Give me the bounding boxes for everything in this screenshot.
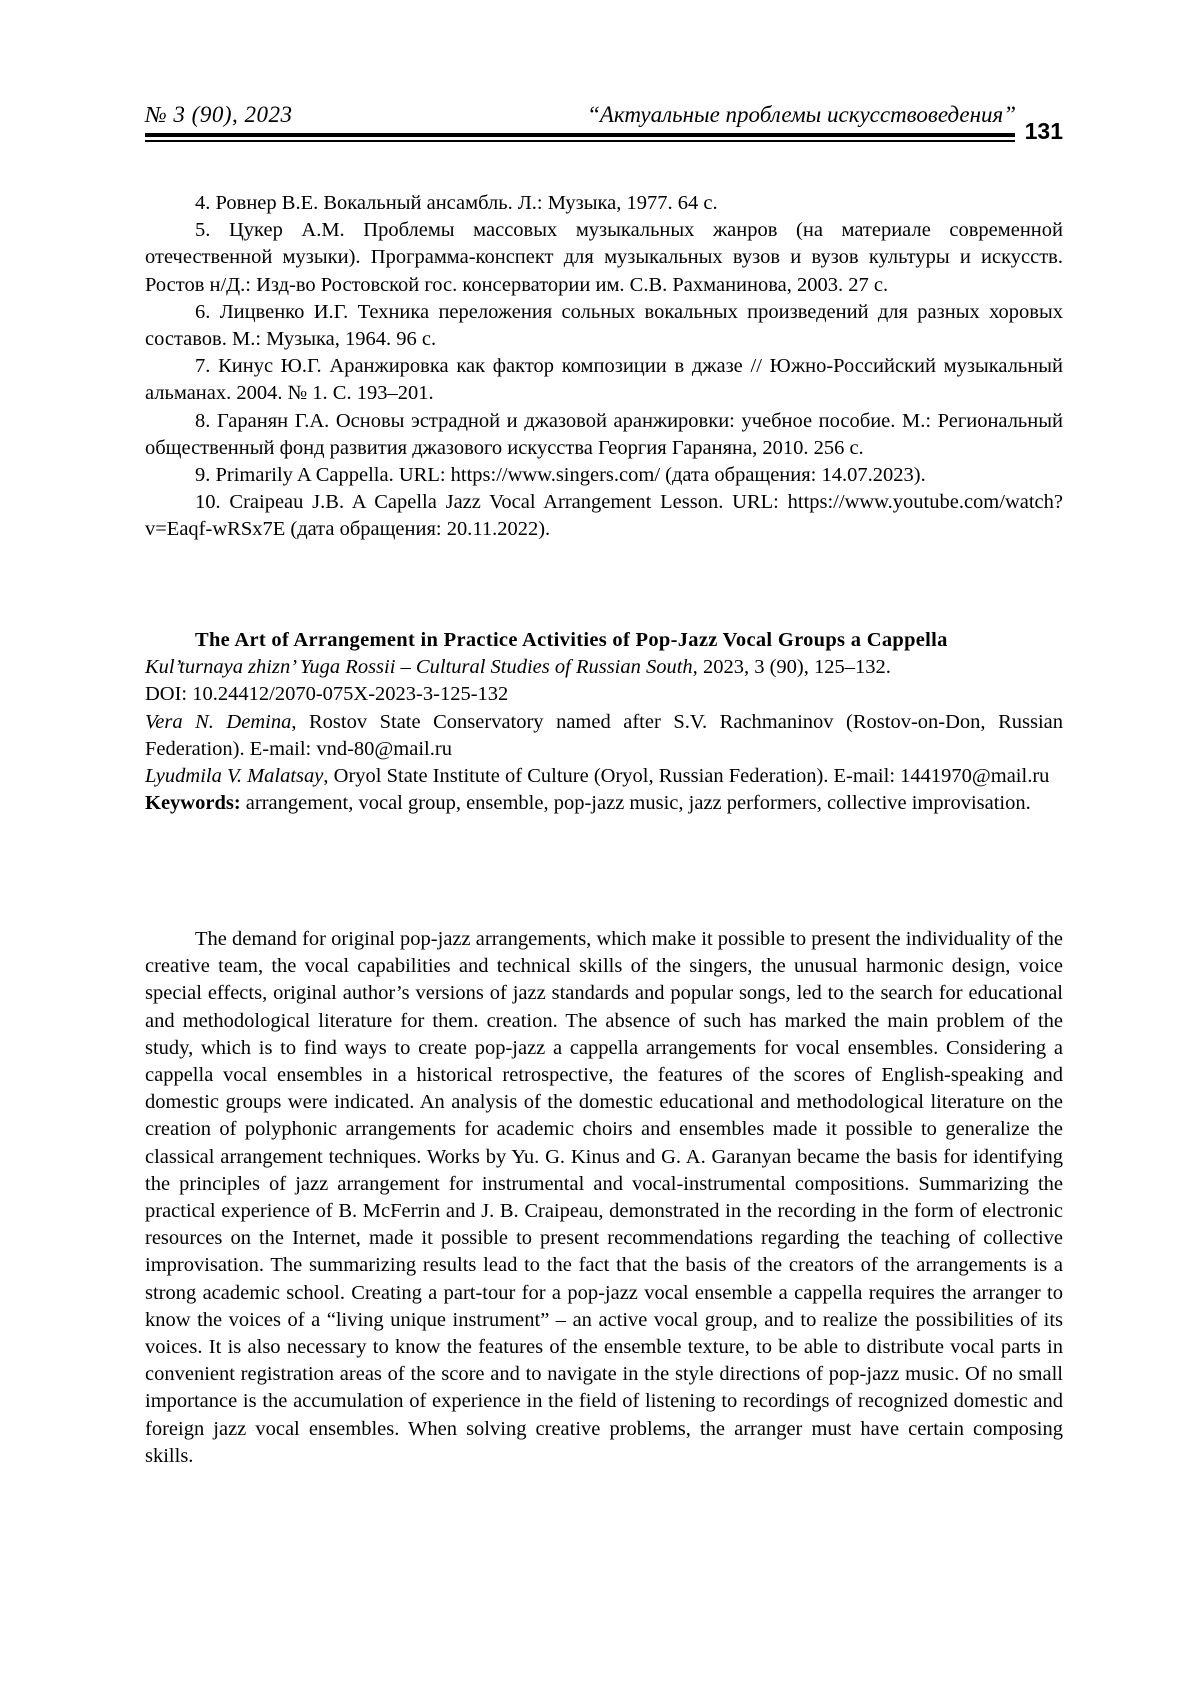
article-title: The Art of Arrangement in Practice Activities of Pop-Jazz Vocal Groups a Cappella [195,629,948,651]
header-rule-thick [145,133,1015,137]
keywords-text: arrangement, vocal group, ensemble, pop-jazz music, jazz performers, collective improvisation. [240,792,1031,815]
journal-title: “Актуальные проблемы искусствоведения” [587,102,1016,127]
article-metadata [145,627,1063,817]
keywords [145,790,1063,817]
citation-journal: Kul’turnaya zhizn’ Yuga Rossii – Cultural Studies of Russian South, [145,656,698,679]
reference-item: 5. Цукер А.М. Проблемы массовых музыкальных жанров (на материале современной отечественной музыки). Программа-конспект для музыкальных вузов и вузов культуры и искусств. Ростов н/Д.: Изд-во Ростовской гос. консерватории им. С.В. Рахманинова, 2003. 27 с. [145,219,1063,296]
reference-item: 10. Craipeau J.B. A Capella Jazz Vocal Arrangement Lesson. URL: https://www.youtube.com/watch?v=Eaqf-wRSx7E (дата обращения: 20.11.2022). [145,491,1063,541]
author-entry [145,763,1063,790]
citation-details: 2023, 3 (90), 125–132. [697,656,891,679]
running-header [145,96,1063,146]
author-name: Lyudmila V. Malatsay [145,765,324,788]
author-name: Vera N. Demina [145,710,292,733]
reference-item: 6. Лицвенко И.Г. Техника переложения сольных вокальных произведений для разных хоровых составов. М.: Музыка, 1964. 96 с. [145,300,1063,351]
reference-item: 4. Ровнер В.Е. Вокальный ансамбль. Л.: Музыка, 1977. 64 с. [195,192,718,214]
author-affiliation: , Oryol State Institute of Culture (Oryol, Russian Federation). E-mail: 1441970@mail.ru [323,765,1050,788]
reference-item: 9. Primarily A Cappella. URL: https://www.singers.com/ (дата обращения: 14.07.2023). [195,464,926,487]
reference-list [145,190,1063,544]
abstract: The demand for original pop-jazz arrangements, which make it possible to present the individuality of the creative team, the vocal capabilities and technical skills of the singers, the unusual harmonic design, voice special effects, original author’s versions of jazz standards and popular songs, led to the search for educational and methodological literature for them. creation. The absence of such has marked the main problem of the study, which is to find ways to create pop-jazz a cappella arrangements for vocal ensembles. Considering a cappella vocal ensembles in a historical retrospective, the features of the scores of English-speaking and domestic groups were indicated. An analysis of the domestic educational and methodological literature on the creation of polyphonic arrangements for academic choirs and ensembles made it possible to generalize the classical arrangement techniques. Works by Yu. G. Kinus and G. A. Garanyan became the basis for identifying the principles of jazz arrangement for instrumental and vocal-instrumental compositions. Summarizing the practical experience of B. McFerrin and J. B. Craipeau, demonstrated in the recording in the form of electronic resources on the Internet, made it possible to present recommendations regarding the teaching of collective improvisation. The summarizing results lead to the fact that the basis of the creators of the arrangements is a strong academic school. Creating a part-tour for a pop-jazz vocal ensemble a cappella requires the arranger to know the voices of a “living unique instrument” – an active vocal group, and to realize the possibilities of its voices. It is also necessary to know the features of the ensemble texture, to be able to distribute vocal parts in convenient registration areas of the score and to navigate in the style directions of pop-jazz music. Of no small importance is the accumulation of experience in the field of listening to recordings of recognized domestic and foreign jazz vocal ensembles. When solving creative problems, the arranger must have certain composing skills. [145,928,1063,1467]
keywords-label: Keywords: [145,792,241,815]
header-rule-thin [145,140,1015,142]
reference-item: 7. Кинус Ю.Г. Аранжировка как фактор композиции в джазе // Южно-Российский музыкальный альманах. 2004. № 1. С. 193–201. [145,355,1063,405]
reference-item: 8. Гаранян Г.А. Основы эстрадной и джазовой аранжировки: учебное пособие. М.: Региональный общественный фонд развития джазового искусства Георгия Гараняна, 2010. 256 с. [145,409,1063,459]
page-number: 131 [1024,118,1063,144]
doi: DOI: 10.24412/2070-075X-2023-3-125-132 [145,683,509,706]
author-entry [145,709,1063,763]
author-affiliation: , Rostov State Conservatory named after S.V. Rachmaninov (Rostov-on-Don, Russian Federation). E-mail: vnd-80@mail.ru [145,710,1063,760]
citation [145,654,1063,681]
issue-number: № 3 (90), 2023 [145,102,293,127]
